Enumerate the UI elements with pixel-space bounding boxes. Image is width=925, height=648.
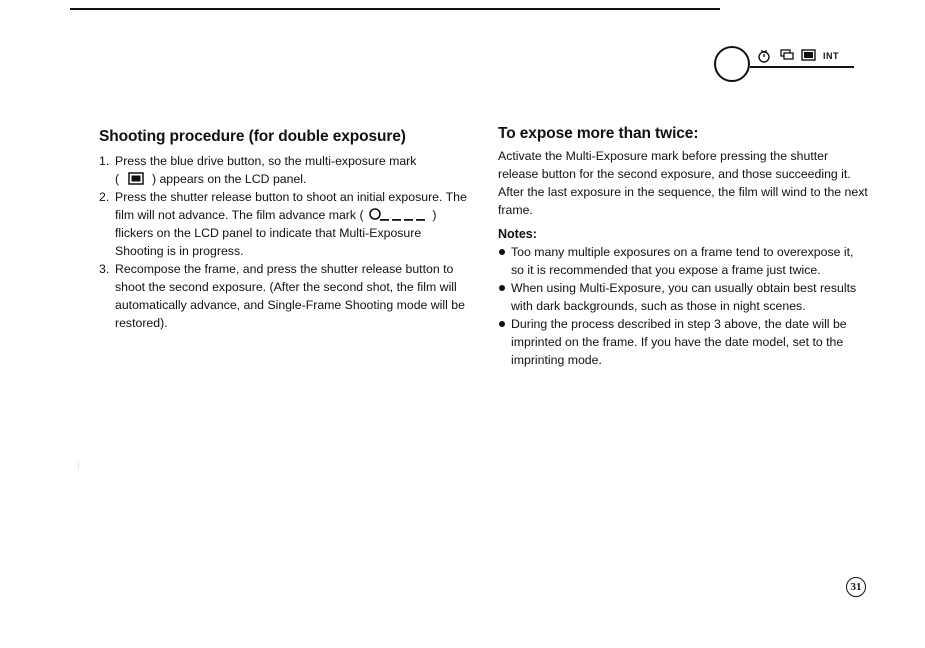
step-text: Press the blue drive button, so the multi-exposure mark (115, 154, 417, 168)
step-number: 1. (99, 154, 110, 168)
note-item (498, 279, 868, 315)
note-item (498, 315, 868, 369)
notes-heading: Notes: (498, 227, 537, 241)
note-text: During the process described in step 3 above, the date will be imprinted on the frame. If you have the date model, set to the imprinting mode. (511, 317, 847, 367)
multi-exposure-icon (801, 49, 816, 61)
film-advance-mark-icon (368, 208, 426, 221)
section-title-more-than-twice: To expose more than twice: (498, 125, 699, 142)
self-timer-icon (757, 49, 771, 63)
step-text: ( (115, 172, 120, 186)
mode-underline (750, 66, 854, 68)
step-number: 2. (99, 190, 110, 204)
instruction-paragraph: Activate the Multi-Exposure mark before pressing the shutter release button for the second exposure, and those succeeding it. After the last exposure in the sequence, the film will wind to the next frame. (498, 149, 868, 217)
multi-exposure-icon (128, 172, 144, 185)
page-number: 31 (846, 577, 866, 597)
step-number: 3. (99, 262, 110, 276)
bullet-icon (499, 321, 505, 327)
right-column (498, 125, 868, 369)
step-text: Press the shutter release button to shoot an initial exposure. The film will not advance. The film advance mark ( (115, 190, 467, 222)
note-item (498, 243, 868, 279)
bullet-icon (499, 249, 505, 255)
step-text: ) appears on the LCD panel. (151, 172, 307, 186)
step-text: ) flickers on the LCD panel to indicate that Multi-Exposure Shooting is in progress. (115, 208, 437, 258)
top-rule (70, 8, 720, 10)
step-text: Recompose the frame, and press the shutter release button to shoot the second exposure. (After the second shot, the film will automatically advance, and Single-Frame Shooting mode will be restored). (115, 262, 465, 330)
left-column (99, 128, 471, 332)
scan-artifact (78, 462, 79, 470)
procedure-steps (99, 152, 471, 332)
interval-label: INT (823, 51, 839, 61)
procedure-step (99, 260, 471, 332)
section-title-double-exposure: Shooting procedure (for double exposure) (99, 128, 406, 145)
shooting-mode-circle (714, 46, 750, 82)
procedure-step (99, 188, 471, 260)
continuous-drive-icon (780, 49, 794, 61)
procedure-step (99, 152, 471, 188)
notes-list (498, 243, 868, 369)
note-text: When using Multi-Exposure, you can usually obtain best results with dark backgrounds, such as those in night scenes. (511, 281, 857, 313)
drive-mode-indicator (714, 46, 856, 82)
bullet-icon (499, 285, 505, 291)
note-text: Too many multiple exposures on a frame tend to overexpose it, so it is recommended that you expose a frame just twice. (511, 245, 854, 277)
